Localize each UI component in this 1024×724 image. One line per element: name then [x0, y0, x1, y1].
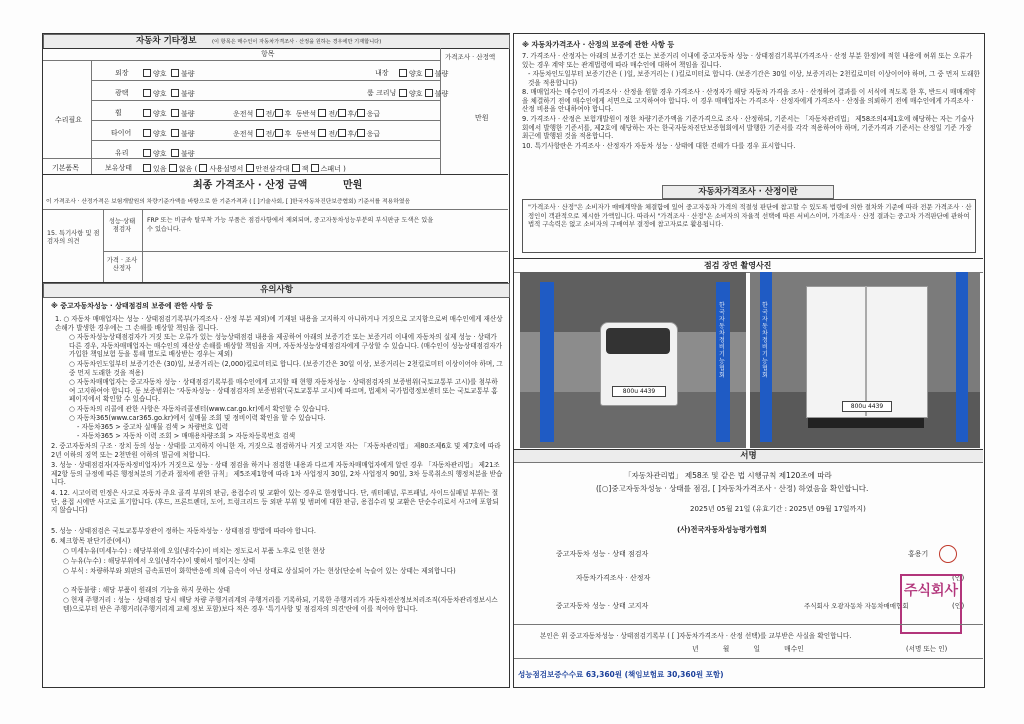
checkbox-icon[interactable] [256, 129, 264, 137]
notice-criteria-minor-leak: ○ 미세누유(미세누수) : 해당부위에 오일(냉각수)이 비치는 정도로서 부품 노후로 인한 현상 [63, 547, 326, 555]
row-gloss: 광택 [115, 89, 129, 97]
notice-item-car365-b: - 자동차365 > 자동차 이력 조회 > 매매용차량조회 > 자동차등록번호 검색 [77, 432, 296, 440]
interior-options: 양호 불량 [399, 69, 448, 79]
inspection-fee: 성능점검보증수수료 63,360원 (책임보험료 30,360원 포함) [518, 670, 724, 679]
price-item-7b: - 자동차인도일부터 보증기간은 ( )일, 보증거리는 ( )킬로미터로 합니다. (보증기간은 30일 이상, 보증거리는 2천킬로미터 이상이어야 하며, 그 중 먼저 도래한 것을 적용합니다) [528, 70, 980, 87]
checkbox-icon[interactable] [143, 149, 151, 157]
notice-item-1: 1. ○ 자동차 매매업자는 성능 · 상태점검기록부(가격조사 · 산정 부분 제외)에 기재된 내용을 고지하지 아니하거나 거짓으로 고지함으로써 매수인에게 재산상 손해가 발생한 경우에는 그 손해를 배상할 책임을 집니다. [55, 315, 503, 332]
checkbox-icon[interactable] [143, 69, 151, 77]
inspector-label: 중고자동차 성능 · 상태 점검자 [556, 550, 649, 558]
price-appraiser-seal-mark: (인) [952, 574, 965, 582]
checkbox-icon[interactable] [357, 109, 365, 117]
notice-criteria-corrosion: ○ 부식 : 차량하부와 외판의 금속표면이 화학반응에 의해 금속이 아닌 상태로 상실되어 가는 현상(단순히 녹슬어 있는 상태는 제외합니다) [63, 567, 456, 575]
inspector-seal-icon [939, 545, 957, 563]
inspection-photo-rear [750, 272, 980, 448]
final-price-title: 최종 가격조사 · 산정 금액 [193, 180, 308, 191]
wheel-seat-options: 운전석 전/ 후 동반석 전/ 후/ 응급 [233, 110, 381, 118]
receipt-sign: (서명 또는 인) [906, 645, 948, 653]
row-wheel: 휠 [115, 109, 122, 117]
price-def-title: 자동차가격조사 · 산정이란 [662, 185, 834, 199]
checkbox-icon[interactable] [171, 89, 179, 97]
notice-criteria-malfunction: ○ 작동불량 : 해당 부품이 원래의 기능을 하지 못하는 상태 [63, 586, 230, 594]
receipt-date: 년 월 일 매수인 [692, 645, 804, 653]
price-unit: 만원 [475, 114, 489, 122]
glass-options: 양호 불량 [143, 149, 195, 159]
checkbox-icon[interactable] [256, 109, 264, 117]
notice-item-1b: ○ 자동차성능상태점검자가 거짓 또는 오류가 있는 성능상태점검 내용을 제공하여 아래의 보증기간 또는 보증거리 이내에 자동차의 실제 성능 · 상태가 다른 경우, 자동차매매업자는 매수인의 재산상 손해를 배상할 책임을 지며, 자동차성능상태점검자에게 구상할 수 있습니다. (매수인이 성능상태점검자가 가입한 책임보험 등을 통해 별도로 배상받는 경우는 제외) [69, 333, 503, 359]
checkbox-icon[interactable] [275, 129, 283, 137]
checkbox-icon[interactable] [425, 89, 433, 97]
checkbox-icon[interactable] [399, 89, 407, 97]
checkbox-icon[interactable] [171, 109, 179, 117]
checkbox-icon[interactable] [143, 129, 151, 137]
checkbox-icon[interactable] [425, 69, 433, 77]
special-notes-label: 15. 특기사항 및 점검자의 의견 [47, 230, 100, 245]
checkbox-icon[interactable] [399, 69, 407, 77]
row-interior: 내장 [375, 69, 389, 77]
checkbox-icon[interactable] [318, 109, 326, 117]
final-price-unit: 만원 [343, 180, 363, 191]
col-price-header: 가격조사 · 산정액 [445, 53, 496, 61]
notice-item-2: 2. 중고자동차의 구조 · 장치 등의 성능 · 상태를 고지하지 아니한 자, 거짓으로 점검하거나 거짓 고지한 자는 「자동차관리법」 제80조제6호 및 제7호에 따라 2년 이하의 징역 또는 2천만원 이하의 벌금에 처합니다. [51, 442, 501, 459]
tire-seat-options: 운전석 전/ 후 동반석 전/ 후/ 응급 [233, 130, 381, 138]
exterior-options: 양호 불량 [143, 69, 195, 79]
row-room-cleaning: 룸 크리닝 [367, 89, 397, 97]
row-exterior: 외장 [115, 69, 129, 77]
notice-criteria-mileage: ○ 현재 주행거리 : 성능 · 상태점검 당시 해당 차량 주행거리계의 주행거리를 기록하되, 기록한 주행거리가 자동차전산정보처리조직(자동차관리정보시스템)으로부터 받은 주행거리(주행거리계 교체 정보 포함)보다 적은 경우 '특기사항 및 점검자의 의견'란에 이를 적어야 합니다. [63, 596, 498, 613]
receipt-statement: 본인은 위 중고자동차성능 · 상태점검기록부 ( [ ]자동차가격조사 · 산정 선택)를 교부받은 사실을 확인합니다. [540, 632, 852, 640]
notifier-label: 중고자동차 성능 · 상태 고지자 [556, 602, 649, 610]
checkbox-icon[interactable] [199, 164, 207, 172]
photo-section-title: 점검 장면 촬영사진 [704, 261, 772, 270]
notice-item-recall: ○ 자동차의 리콜에 관한 사항은 자동차리콜센터(www.car.go.kr)에서 확인할 수 있습니다. [69, 405, 330, 413]
checkbox-icon[interactable] [311, 164, 319, 172]
gloss-options: 양호 불량 [143, 89, 195, 99]
tire-options: 양호 불량 [143, 129, 195, 139]
notice-item-car365: ○ 자동차365(www.car365.go.kr)에서 실매물 조회 및 정비이력 확인을 할 수 있습니다. [69, 414, 326, 422]
other-info-header [43, 34, 510, 49]
row-glass: 유리 [115, 149, 129, 157]
repair-needed-label: 수리필요 [55, 116, 83, 124]
checkbox-icon[interactable] [338, 109, 346, 117]
checkbox-icon[interactable] [169, 164, 177, 172]
right-panel [513, 33, 985, 688]
notice-item-4: 4. 12. 시고이력 인정은 사고로 자동차 주요 골격 부위의 판금, 용접수리 및 교환이 있는 경우로 한정합니다. 단, 쿼터패널, 루프패널, 사이드실패널 부위는 절단, 용접 시에만 사고로 표기합니다. (후드, 프론트펜더, 도어, 트렁크리드 등 외판 부위 및 범퍼에 대한 판금, 용접수리 및 교환은 단순수리로서 사고에 포함되지 않습니다) [51, 489, 499, 515]
checkbox-icon[interactable] [143, 164, 151, 172]
row-basic-owned: 보유상태 [105, 164, 133, 172]
checkbox-icon[interactable] [318, 129, 326, 137]
signature-line2: ([○]중고자동차성능 · 상태를 점검, [ ]자동차가격조사 · 산정) 하였음을 확인합니다. [596, 484, 869, 493]
price-appraiser-label: 가격 · 조사 산정자 [106, 257, 138, 272]
perf-inspector-label: 성능·상태 점검자 [108, 218, 136, 233]
inspection-photo-front [520, 272, 746, 448]
company-stamp: 주식회사 [900, 574, 962, 634]
signature-line1: 「자동차관리법」 제58조 및 같은 법 시행규칙 제120조에 따라 [624, 471, 832, 480]
notice-section-head: ※ 중고자동차성능 · 상태점검의 보증에 관한 사항 등 [51, 302, 213, 310]
notice-item-6: 6. 체크항목 판단기준(예시) [51, 537, 131, 545]
pillar-text-front: 한국자동차정비기능협회 [719, 302, 725, 379]
notice-item-3: 3. 성능 · 상태점검자(자동차정비업자)가 거짓으로 성능 · 상태 점검을 하거나 점검한 내용과 다르게 자동차매매업자에게 알린 경우 「자동차관리법」 제21조제2항 등의 규정에 따른 행정처분의 기준과 절차에 관한 규칙」 제5조제1항에 따라 1차 사업정지 30일, 2차 사업정지 90일, 3차 등록취소의 행정처분을 받습니다. [51, 461, 503, 487]
pillar-text-rear: 한국자동차정비기능협회 [762, 302, 768, 379]
final-price-note: 이 가격조사 · 산정가격은 보험개발원의 차량기준가액을 바탕으로 한 기준가격과 ( [ ]기술사회, [ ]한국자동차진단보증협회) 기준서를 적용하였음 [46, 199, 411, 205]
price-def-text: "가격조사 · 산정"은 소비자가 매매계약을 체결함에 있어 중고자동차 가격의 적절성 판단에 참고할 수 있도록 법령에 의한 절차와 기준에 따라 전문 가격조사 · 산정인이 객관적으로 제시한 가액입니다. 따라서 "가격조사 · 산정"은 소비자의 자율적 선택에 따른 서비스이며, 가격조사 · 산정 결과는 중고차 가격판단에 관하여 법적 구속력은 없고 소비자의 구매여부 결정에 참고자료로 활용됩니다. [528, 203, 972, 228]
checkbox-icon[interactable] [171, 149, 179, 157]
price-item-10: 10. 특기사항란은 가격조사 · 산정자가 자동차 성능 · 상태에 대한 견해가 다를 경우 표시합니다. [522, 142, 796, 150]
notice-item-car365-a: - 자동차365 > 중고차 실매물 검색 > 차량번호 입력 [77, 423, 229, 431]
notice-item-5: 5. 성능 · 상태점검은 국토교통부장관이 정하는 자동차성능 · 상태점검 방법에 따라야 합니다. [51, 527, 316, 535]
plate-front: 800u 4439 [612, 386, 666, 397]
wheel-options: 양호 불량 [143, 109, 195, 119]
checkbox-icon[interactable] [246, 164, 254, 172]
basic-items-options: 있음 없음 ( 사용설명서 안전삼각대 잭 스패너 ) [143, 164, 346, 174]
signature-title: 서명 [514, 450, 983, 462]
price-item-8: 8. 매매업자는 매수인이 가격조사 · 산정을 원할 경우 가격조사 · 산정자가 해당 자동차 가격을 조사 · 산정하여 결과를 이 서식에 적도록 한 후, 반드시 매매계약을 체결하기 전에 매수인에게 서면으로 고지하여야 합니다. 이 경우 매매업자는 가격조사 · 산정자에게 가격조사 · 산정을 의뢰하기 전에 매수인에게 가격조사 · 산정 비용을 안내하여야 합니다. [522, 88, 976, 114]
inspector-name: 홍용기 [908, 550, 929, 558]
notifier-seal-mark: (인) [952, 602, 965, 610]
notice-criteria-leak: ○ 누유(누수) : 해당부위에서 오일(냉각수)이 맺혀서 떨어지는 상태 [63, 557, 256, 565]
signature-dates: 2025년 05월 21일 (유효기간 : 2025년 09월 17일까지) [690, 505, 866, 513]
checkbox-icon[interactable] [143, 109, 151, 117]
notice-item-1c: ○ 자동차인도일부터 보증기간은 (30)일, 보증거리는 (2,000)킬로미터로 합니다. (보증기간은 30일 이상, 보증거리는 2천킬로미터 이상이어야 하며, 그 중 먼저 도래한 것을 적용) [69, 360, 503, 377]
checkbox-icon[interactable] [171, 69, 179, 77]
checkbox-icon[interactable] [357, 129, 365, 137]
price-item-9: 9. 가격조사 · 산정은 보험개발원이 정한 차량기준가액을 기준가격으로 조사 · 산정하되, 기준서는 「자동차관리법」 제58조의4제1호에 해당하는 자는 기술사회에서 발행한 기준서를, 제2호에 해당하는 자는 한국자동차진단보증협회에서 발행한 기준서를 각각 적용하여야 하며, 기준가격과 기준서는 산정일 기준 가장 최근에 발행된 것을 적용합니다. [522, 115, 974, 141]
price-appraiser-sign-label: 자동차가격조사 · 산정자 [576, 574, 651, 582]
perf-inspector-text: FRP 또는 비금속 탈부착 가능 부품은 점검사항에서 제외되며, 중고자동차성능부분의 부식판금 도색은 있을수 있습니다. [147, 217, 434, 233]
other-info-title: 자동차 기타정보 [136, 36, 197, 46]
checkbox-icon[interactable] [171, 129, 179, 137]
room-cleaning-options: 양호 불량 [399, 89, 448, 99]
row-tire: 타이어 [111, 129, 132, 137]
checkbox-icon[interactable] [292, 164, 300, 172]
notice-item-1d: ○ 자동차매매업자는 중고자동차 성능 · 상태점검기록부를 매수인에게 고지할 때 현행 자동차성능 · 상태점검자의 보증범위(국토교통부 고시)를 첨부하여 고지하여야 합니다. 동 보증범위는 '자동차성능 · 상태점검자의 보증범위'(국토교통부 고시)에 따르며, 법제처 국가법령정보센터 또는 국토교통부 홈페이지에서 확인할 수 있습니다. [69, 378, 498, 404]
checkbox-icon[interactable] [275, 109, 283, 117]
col-item-header: 항목 [261, 50, 275, 58]
basic-items-label: 기본품목 [52, 164, 80, 172]
price-section-head: ※ 자동차가격조사 · 산정의 보증에 관한 사항 등 [522, 40, 675, 49]
notifier-name: 주식회사 오광자동차 자동차매매협회 [804, 602, 909, 610]
checkbox-icon[interactable] [143, 89, 151, 97]
signature-org: (사)전국자동차성능평가협회 [677, 525, 767, 534]
left-panel [42, 33, 510, 688]
other-info-subtitle: (이 항목은 매수인이 자동차가격조사 · 산정을 원하는 경우에만 기재합니다) [212, 39, 382, 45]
price-item-7: 7. 가격조사 · 산정자는 아래의 보증기간 또는 보증거리 이내에 중고자동차 성능 · 상태점검기록부(가격조사 · 산정 부분 한정)에 적힌 내용에 허위 또는 오류가 있는 경우 계약 또는 관계법령에 따라 매수인에 대하여 책임을 집니다. [522, 52, 973, 69]
checkbox-icon[interactable] [338, 129, 346, 137]
notice-header: 유의사항 [43, 283, 510, 298]
plate-rear: 800u 4439 [842, 401, 892, 412]
